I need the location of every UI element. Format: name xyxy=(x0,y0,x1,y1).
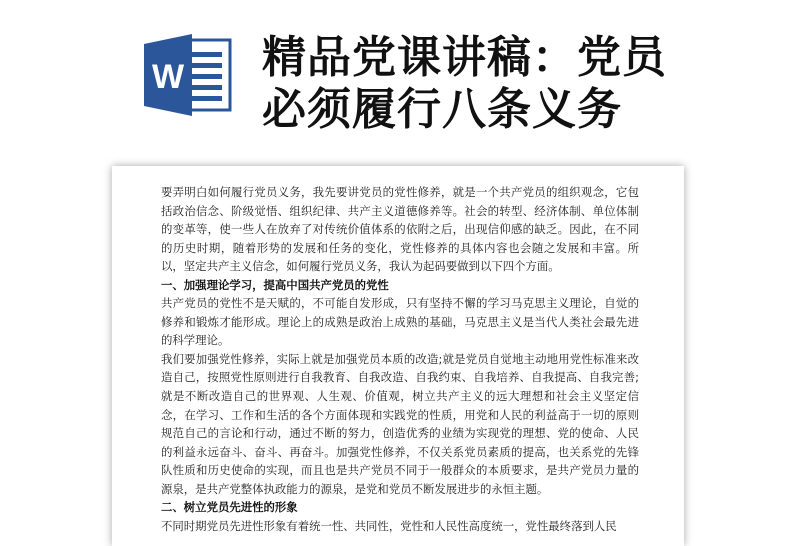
word-icon-letter: W xyxy=(151,58,185,96)
paragraph-intro: 要弄明白如何履行党员义务，我先要讲党员的党性修养，就是一个共产党员的组织观念，它包括政治信念、阶级觉悟、组织纪律、共产主义道德修养等。社会的转型、经济体制、单位体制的变革等，使一些人在放弃了对传统价值体系的依附之后，出现信仰感的缺乏。因此，在不同的历史时期，随着形势的发展和任务的变化，党性修养的具体内容也会随之发展和丰富。所以，坚定共产主义信念，如何履行党员义务，我认为起码要做到以下四个方面。 xyxy=(161,185,639,274)
page-title-line-2: 必须履行八条义务 xyxy=(262,84,622,135)
document-page-preview xyxy=(112,166,684,546)
document-body xyxy=(161,183,639,535)
section-heading-2: 二、树立党员先进性的形象 xyxy=(161,500,298,515)
paragraph-theory: 共产党员的党性不是天赋的，不可能自发形成，只有坚持不懈的学习马克思主义理论，自觉的修养和锻炼才能形成。理论上的成熟是政治上成熟的基础，马克思主义是当代人类社会最先进的科学理论。 xyxy=(161,296,639,348)
word-document-icon xyxy=(140,30,236,120)
page-title-line-1: 精品党课讲稿：党员 xyxy=(262,32,667,83)
paragraph-party-spirit: 我们要加强党性修养，实际上就是加强党员本质的改造;就是党员自觉地主动地用党性标准来改造自己，按照党性原则进行自我教育、自我改造、自我约束、自我培养、自我提高、自我完善;就是不断改造自己的世界观、人生观、价值观，树立共产主义的远大理想和社会主义坚定信念，在学习、工作和生活的各个方面体现和实践党的性质，用党和人民的利益高于一切的原则规范自己的言论和行动，通过不断的努力，创造优秀的业绩为实现党的理想、党的使命、人民的利益永远奋斗、奋斗、再奋斗。加强党性修养，不仅关系党员素质的提高，也关系党的先锋队性质和历史使命的实现，而且也是共产党员不同于一般群众的本质要求，是共产党员力量的源泉，是共产党整体执政能力的源泉，是党和党员不断发展进步的永恒主题。 xyxy=(161,351,639,496)
paragraph-advanced-image: 不同时期党员先进性形象有着统一性、共同性，党性和人民性高度统一，党性最终落到人民 xyxy=(161,518,617,533)
header xyxy=(0,0,800,150)
section-heading-1: 一、加强理论学习，提高中国共产党员的党性 xyxy=(161,277,389,292)
